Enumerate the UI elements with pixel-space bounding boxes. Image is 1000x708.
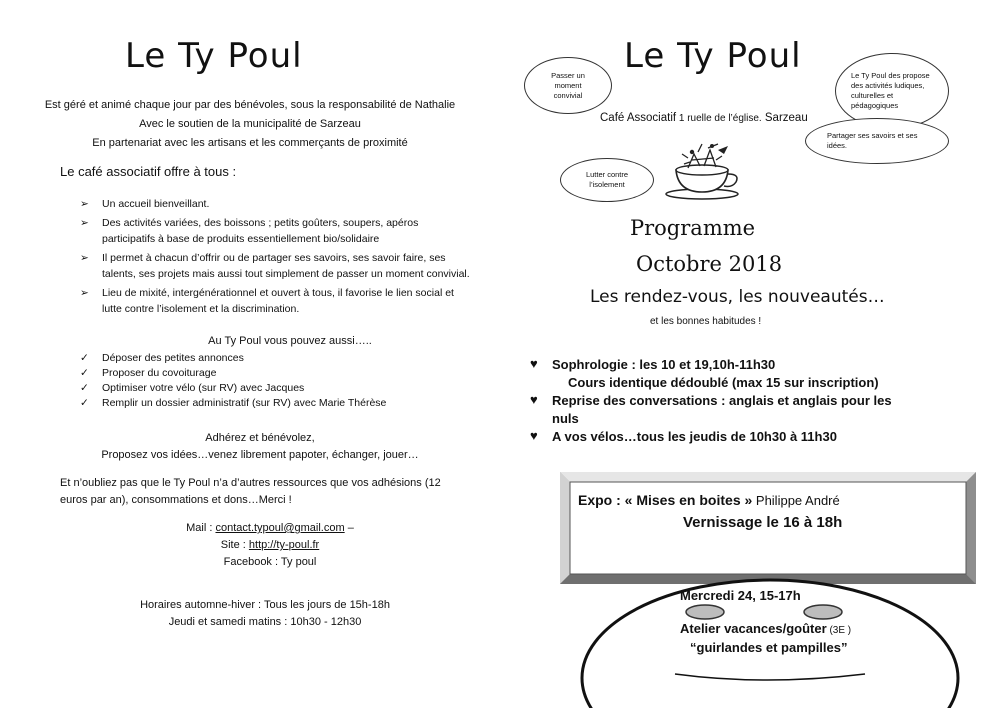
bubble-share: Partager ses savoirs et ses idées. bbox=[805, 118, 949, 164]
join-line: Adhérez et bénévolez, bbox=[205, 432, 315, 444]
list-item-sub: Cours identique dédoublé (max 15 sur inscription) bbox=[568, 375, 879, 390]
hours-block bbox=[80, 597, 450, 631]
cafe-address-line: Café Associatif 1 ruelle de l’église. Sarzeau bbox=[600, 112, 808, 124]
rdv-line: Les rendez-vous, les nouveautés… bbox=[590, 287, 885, 307]
list-item: ➢ Il permet à chacun d’offrir ou de partager ses savoirs, ses savoir faire, ses talents, ses projets mais aussi tout simplement de passer un moment convivial. bbox=[80, 252, 470, 280]
site-link[interactable]: http://ty-poul.fr bbox=[248, 539, 320, 551]
month-title: Octobre 2018 bbox=[636, 252, 783, 276]
check-icon: ✓ bbox=[80, 352, 89, 364]
expo-line: Expo : « Mises en boites » Philippe André bbox=[578, 492, 840, 508]
list-item: ➢ Un accueil bienveillant. bbox=[80, 198, 210, 210]
bubble-activities: Le Ty Poul des propose des activités ludiques, culturelles et pédagogiques bbox=[835, 53, 949, 129]
mail-line: Mail : contact.typoul@gmail.com – bbox=[186, 522, 354, 534]
intro-block bbox=[40, 96, 460, 153]
right-title: Le Ty Poul bbox=[624, 36, 802, 76]
list-item: ✓ Déposer des petites annonces bbox=[80, 352, 244, 364]
list-item: ➢ Lieu de mixité, intergénérationnel et ouvert à tous, il favorise le lien social et lutte contre l’isolement et la discrimination. bbox=[80, 287, 454, 315]
heart-icon: ♥ bbox=[530, 356, 538, 371]
offer-heading: Le café associatif offre à tous : bbox=[60, 164, 237, 179]
arrow-bullet-icon: ➢ bbox=[80, 198, 89, 210]
bubble-moment: Passer un moment convivial bbox=[524, 57, 612, 114]
list-item: ♥ Sophrologie : les 10 et 19,10h-11h30 bbox=[530, 356, 776, 372]
left-title: Le Ty Poul bbox=[125, 36, 303, 76]
offer-list bbox=[80, 196, 470, 320]
list-item: ✓ Optimiser votre vélo (sur RV) avec Jacques bbox=[80, 382, 305, 394]
contact-block bbox=[120, 520, 420, 571]
list-item: ✓ Remplir un dossier administratif (sur RV) avec Marie Thérèse bbox=[80, 397, 387, 409]
list-item: ♥ A vos vélos…tous les jeudis de 10h30 à 11h30 bbox=[530, 428, 837, 444]
coffee-cup-icon bbox=[662, 140, 754, 200]
intro-line: En partenariat avec les artisans et les commerçants de proximité bbox=[92, 137, 408, 149]
arrow-bullet-icon: ➢ bbox=[80, 217, 89, 229]
mail-link[interactable]: contact.typoul@gmail.com bbox=[215, 522, 345, 534]
intro-line: Avec le soutien de la municipalité de Sarzeau bbox=[139, 118, 361, 130]
vernissage-line: Vernissage le 16 à 18h bbox=[683, 514, 843, 531]
hours-line: Horaires automne-hiver : Tous les jours de 15h-18h bbox=[140, 599, 390, 611]
list-item: ✓ Proposer du covoiturage bbox=[80, 367, 217, 379]
join-line: Proposez vos idées…venez librement papoter, échanger, jouer… bbox=[101, 449, 419, 461]
heart-icon: ♥ bbox=[530, 392, 538, 407]
check-icon: ✓ bbox=[80, 382, 89, 394]
atelier-theme: “guirlandes et pampilles” bbox=[690, 640, 848, 655]
atelier-day: Mercredi 24, 15-17h bbox=[680, 588, 801, 603]
intro-line: Est géré et animé chaque jour par des bénévoles, sous la responsabilité de Nathalie bbox=[44, 99, 456, 111]
check-icon: ✓ bbox=[80, 367, 89, 379]
heart-icon: ♥ bbox=[530, 428, 538, 443]
check-list bbox=[80, 351, 470, 411]
can-also-line: Au Ty Poul vous pouvez aussi….. bbox=[208, 335, 372, 347]
facebook-line: Facebook : Ty poul bbox=[223, 556, 317, 568]
list-item: ➢ Des activités variées, des boissons ; petits goûters, soupers, apéros participatifs à base de produits essentiellement bio/solidaire bbox=[80, 217, 419, 245]
arrow-bullet-icon: ➢ bbox=[80, 287, 89, 299]
atelier-title-line: Atelier vacances/goûter (3E ) bbox=[680, 621, 852, 636]
resources-text: Et n’oubliez pas que le Ty Poul n’a d’autres ressources que vos adhésions (12 euros par an), consommations et dons…Merci ! bbox=[60, 477, 441, 506]
list-item: ♥ Reprise des conversations : anglais et anglais pour les nuls bbox=[530, 392, 892, 426]
join-block bbox=[60, 430, 460, 464]
programme-title: Programme bbox=[630, 216, 756, 240]
events-list bbox=[530, 356, 920, 446]
arrow-bullet-icon: ➢ bbox=[80, 252, 89, 264]
habits-line: et les bonnes habitudes ! bbox=[650, 316, 762, 327]
site-line: Site : http://ty-poul.fr bbox=[220, 539, 320, 551]
hours-line: Jeudi et samedi matins : 10h30 - 12h30 bbox=[168, 616, 362, 628]
bubble-isolation: Lutter contre l’isolement bbox=[560, 158, 654, 202]
check-icon: ✓ bbox=[80, 397, 89, 409]
